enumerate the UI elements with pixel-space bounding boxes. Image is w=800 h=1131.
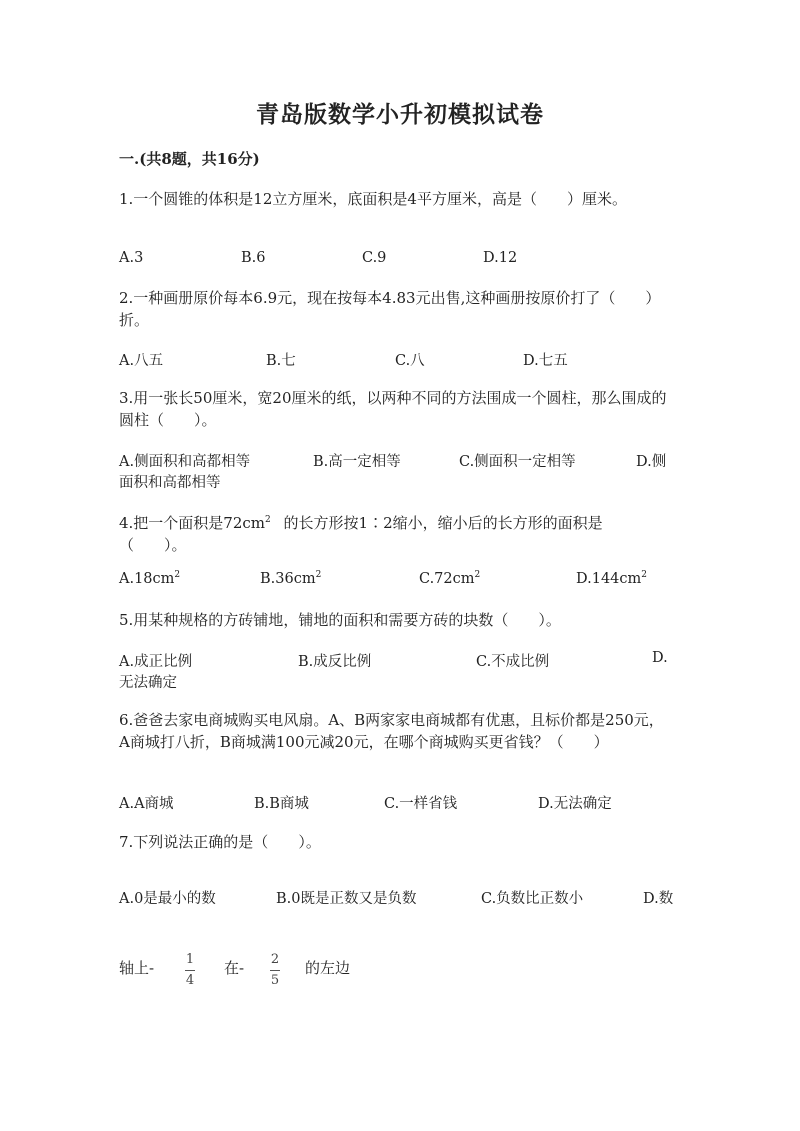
fraction-numerator: 1	[185, 952, 195, 967]
stem-part-3: （ ）。	[119, 536, 187, 554]
question-6-options	[119, 792, 679, 814]
option-b: B.0既是正数又是负数	[276, 891, 417, 907]
option-d-text: D.144cm	[576, 570, 642, 587]
question-1-options	[119, 250, 679, 272]
stem-part-2: 的长方形按1∶2缩小，缩小后的长方形的面积是	[283, 514, 603, 532]
option-d: D.数	[643, 891, 674, 907]
option-c: C.不成比例	[476, 654, 550, 670]
question-2-options	[119, 349, 679, 371]
fraction-bar	[270, 970, 280, 971]
option-b: B.6	[241, 250, 266, 266]
question-4-options	[119, 570, 679, 592]
fraction-denominator: 4	[185, 973, 195, 988]
option-c: C.八	[395, 353, 425, 369]
fraction-denominator: 5	[270, 973, 280, 988]
option-d: D.七五	[523, 353, 568, 369]
option-a: A.0是最小的数	[119, 891, 216, 907]
option-c	[419, 570, 480, 587]
option-c-text: C.72cm	[419, 570, 475, 587]
question-5-options	[119, 650, 679, 672]
question-7-continued-b: 在-	[224, 959, 245, 977]
option-c: C.负数比正数小	[481, 891, 584, 907]
question-6-stem: 6.爸爸去家电商城购买电风扇。A、B两家家电商城都有优惠，且标价都是250元，A商城打八折，B商城满100元减20元，在哪个商城购买更省钱？（ ）	[119, 711, 664, 751]
option-a: A.侧面积和高都相等	[119, 454, 251, 470]
superscript: 2	[174, 570, 181, 580]
question-3-options	[119, 450, 679, 472]
superscript: 2	[265, 515, 271, 525]
option-a	[119, 570, 180, 587]
section-heading: 一.(共8题，共16分)	[119, 150, 260, 168]
option-d: D.无法确定	[538, 796, 612, 812]
question-7-stem: 7.下列说法正确的是（ ）。	[119, 833, 321, 851]
fraction-bar	[185, 970, 195, 971]
option-a: A.成正比例	[119, 654, 193, 670]
option-a-text: A.18cm	[119, 570, 175, 587]
question-7-continued-c: 的左边	[305, 959, 351, 977]
superscript: 2	[474, 570, 481, 580]
option-d: D.	[652, 650, 668, 666]
question-3-stem: 3.用一张长50厘米，宽20厘米的纸，以两种不同的方法围成一个圆柱，那么围成的圆柱（ ）。	[119, 389, 667, 429]
fraction-numerator: 2	[270, 952, 280, 967]
option-b-text: B.36cm	[260, 570, 316, 587]
option-c: C.9	[362, 250, 387, 266]
superscript: 2	[315, 570, 322, 580]
option-d: D.12	[483, 250, 518, 266]
question-1-stem: 1.一个圆锥的体积是12立方厘米，底面积是4平方厘米，高是（ ）厘米。	[119, 190, 627, 208]
option-a: A.A商城	[119, 796, 174, 812]
option-b: B.高一定相等	[313, 454, 401, 470]
option-d	[576, 570, 647, 587]
option-c: C.侧面积一定相等	[459, 454, 576, 470]
superscript: 2	[641, 570, 647, 580]
question-5-option-d-continued: 无法确定	[119, 675, 177, 691]
question-4-stem	[119, 509, 667, 556]
fraction-2-5	[270, 953, 280, 988]
option-b: B.七	[266, 353, 296, 369]
option-b: B.成反比例	[298, 654, 372, 670]
option-c: C.一样省钱	[384, 796, 458, 812]
question-7-continued-a: 轴上-	[119, 959, 155, 977]
option-b: B.B商城	[254, 796, 309, 812]
fraction-1-4	[185, 953, 195, 988]
option-a: A.3	[119, 250, 144, 266]
stem-part-1: 4.把一个面积是72cm	[119, 514, 266, 532]
question-5-stem: 5.用某种规格的方砖铺地，铺地的面积和需要方砖的块数（ ）。	[119, 611, 561, 629]
option-b	[260, 570, 321, 587]
question-2-stem: 2.一种画册原价每本6.9元，现在按每本4.83元出售,这种画册按原价打了（ ）折。	[119, 289, 661, 329]
question-3-option-d-continued: 面积和高都相等	[119, 475, 221, 491]
option-a: A.八五	[119, 353, 164, 369]
question-7-options	[119, 887, 679, 909]
page-title: 青岛版数学小升初模拟试卷	[256, 101, 544, 128]
option-d: D.侧	[636, 454, 667, 470]
